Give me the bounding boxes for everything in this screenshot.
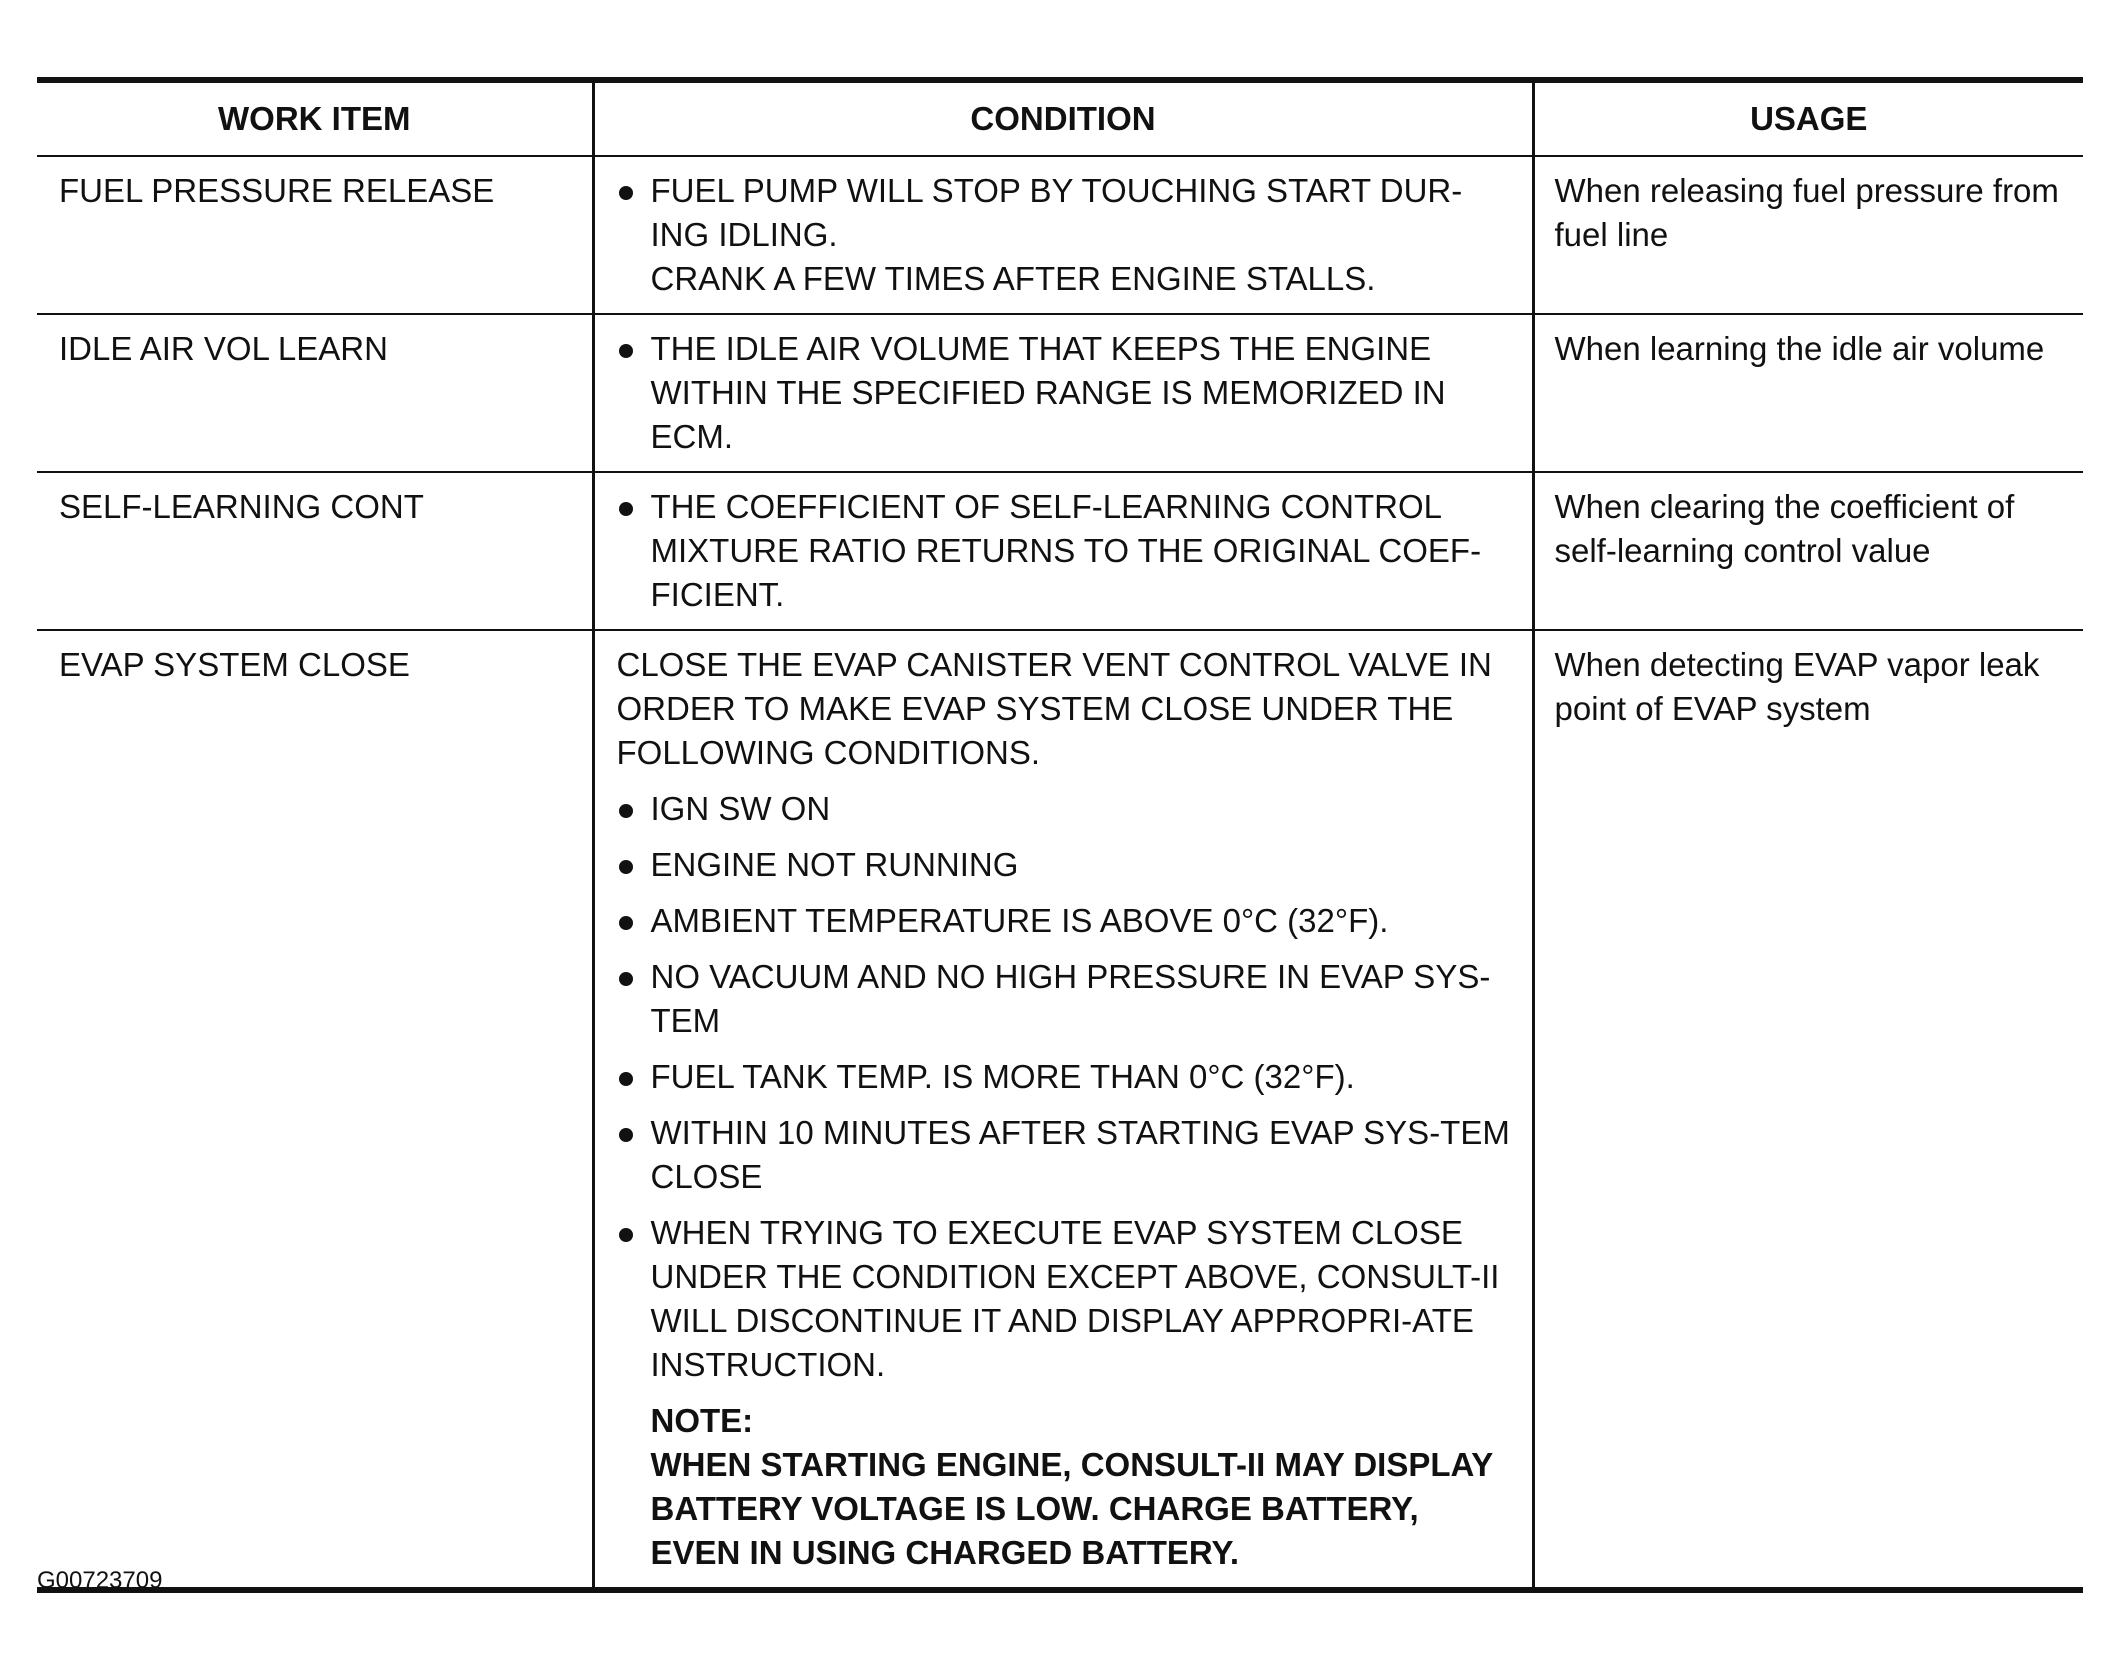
condition-list <box>617 787 1514 1387</box>
usage-cell: When clearing the coefficient of self-learning control value <box>1533 472 2083 630</box>
condition-bullet <box>617 169 1514 301</box>
condition-bullet: WITHIN 10 MINUTES AFTER STARTING EVAP SYS-TEM CLOSE <box>617 1111 1514 1199</box>
table-row <box>37 472 2083 630</box>
table-row <box>37 314 2083 472</box>
condition-bullet: AMBIENT TEMPERATURE IS ABOVE 0°C (32°F). <box>617 899 1514 943</box>
usage-cell: When detecting EVAP vapor leak point of EVAP system <box>1533 630 2083 1590</box>
table-row <box>37 156 2083 314</box>
table-header-row <box>37 80 2083 156</box>
figure-id: G00723709 <box>37 1567 163 1594</box>
condition-bullet: FUEL TANK TEMP. IS MORE THAN 0°C (32°F). <box>617 1055 1514 1099</box>
work-item-cell: EVAP SYSTEM CLOSE <box>37 630 593 1590</box>
work-item-cell: IDLE AIR VOL LEARN <box>37 314 593 472</box>
condition-cell <box>593 472 1533 630</box>
condition-cell <box>593 314 1533 472</box>
note-label: NOTE: <box>650 1402 754 1439</box>
condition-intro: CLOSE THE EVAP CANISTER VENT CONTROL VALVE IN ORDER TO MAKE EVAP SYSTEM CLOSE UNDER THE FOLLOWING CONDITIONS. <box>616 646 1492 771</box>
usage-cell: When releasing fuel pressure from fuel line <box>1533 156 2083 314</box>
work-item-cell: FUEL PRESSURE RELEASE <box>37 156 593 314</box>
note-text: WHEN STARTING ENGINE, CONSULT-II MAY DISPLAY BATTERY VOLTAGE IS LOW. CHARGE BATTERY, EVEN IN USING CHARGED BATTERY. <box>650 1446 1493 1571</box>
table-row <box>37 630 2083 1590</box>
condition-list <box>617 485 1514 617</box>
usage-cell: When learning the idle air volume <box>1533 314 2083 472</box>
work-item-cell: SELF-LEARNING CONT <box>37 472 593 630</box>
condition-bullet: NO VACUUM AND NO HIGH PRESSURE IN EVAP SYS-TEM <box>617 955 1514 1043</box>
condition-cell <box>593 156 1533 314</box>
condition-bullet: ENGINE NOT RUNNING <box>617 843 1514 887</box>
condition-bullet: IGN SW ON <box>617 787 1514 831</box>
header-usage: USAGE <box>1533 80 2083 156</box>
header-condition: CONDITION <box>593 80 1533 156</box>
header-work-item: WORK ITEM <box>37 80 593 156</box>
condition-list <box>617 327 1514 459</box>
condition-cell <box>593 630 1533 1590</box>
condition-bullet: THE COEFFICIENT OF SELF-LEARNING CONTROL MIXTURE RATIO RETURNS TO THE ORIGINAL COEF-FICIENT. <box>617 485 1514 617</box>
condition-bullet: THE IDLE AIR VOLUME THAT KEEPS THE ENGINE WITHIN THE SPECIFIED RANGE IS MEMORIZED IN ECM. <box>617 327 1514 459</box>
condition-text: FUEL PUMP WILL STOP BY TOUCHING START DUR-ING IDLING. <box>650 172 1463 253</box>
condition-list <box>617 169 1514 301</box>
work-support-table <box>37 77 2083 1593</box>
note-block <box>651 1399 1514 1575</box>
condition-text: CRANK A FEW TIMES AFTER ENGINE STALLS. <box>650 260 1376 297</box>
condition-bullet: WHEN TRYING TO EXECUTE EVAP SYSTEM CLOSE UNDER THE CONDITION EXCEPT ABOVE, CONSULT-II WILL DISCONTINUE IT AND DISPLAY APPROPRI-ATE INSTRUCTION. <box>617 1211 1514 1387</box>
